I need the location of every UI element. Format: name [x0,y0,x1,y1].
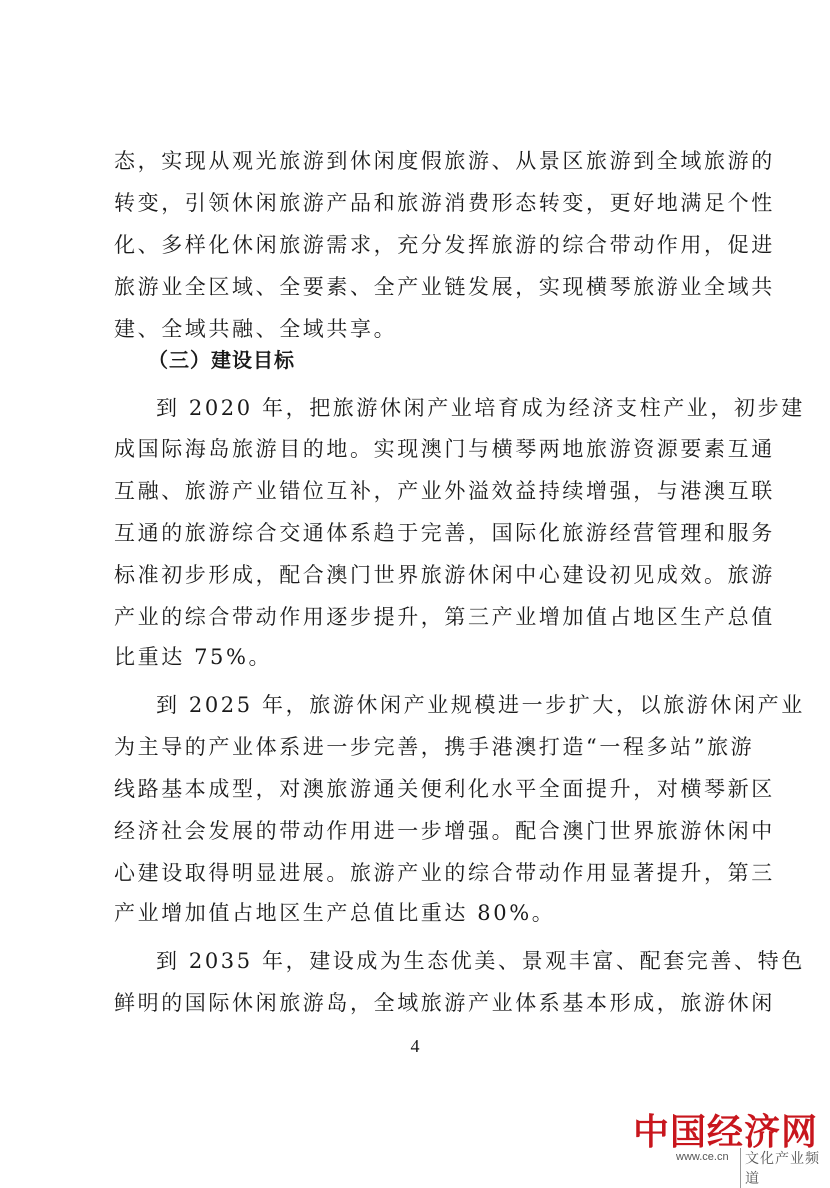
paragraph-line: 心建设取得明显进展。旅游产业的综合带动作用显著提升，第三 [114,861,775,885]
section-heading: （三）建设目标 [148,348,295,372]
paragraph-line: 成国际海岛旅游目的地。实现澳门与横琴两地旅游资源要素互通 [114,437,775,461]
paragraph-line: 到 2020 年，把旅游休闲产业培育成为经济支柱产业，初步建 [156,396,805,420]
paragraph-line: 比重达 75%。 [114,645,273,669]
paragraph-line: 产业增加值占地区生产总值比重达 80%。 [114,901,556,925]
paragraph-line: 为主导的产业体系进一步完善，携手港澳打造“一程多站”旅游 [114,735,755,759]
paragraph-line: 建、全域共融、全域共享。 [114,317,398,341]
paragraph-line: 态，实现从观光旅游到休闲度假旅游、从景区旅游到全域旅游的 [114,149,775,173]
paragraph-line: 鲜明的国际休闲旅游岛，全域旅游产业体系基本形成，旅游休闲 [114,991,775,1015]
paragraph-line: 经济社会发展的带动作用进一步增强。配合澳门世界旅游休闲中 [114,819,775,843]
watermark-channel: 文化产业频道 [740,1148,830,1188]
paragraph-line: 标准初步形成，配合澳门世界旅游休闲中心建设初见成效。旅游 [114,563,775,587]
page-number: 4 [410,1036,420,1056]
paragraph-line: 化、多样化休闲旅游需求，充分发挥旅游的综合带动作用，促进 [114,233,775,257]
paragraph-line: 旅游业全区域、全要素、全产业链发展，实现横琴旅游业全域共 [114,275,775,299]
paragraph-line: 互通的旅游综合交通体系趋于完善，国际化旅游经营管理和服务 [114,521,775,545]
paragraph-line: 到 2025 年，旅游休闲产业规模进一步扩大，以旅游休闲产业 [156,693,805,717]
paragraph-line: 转变，引领休闲旅游产品和旅游消费形态转变，更好地满足个性 [114,191,775,215]
watermark-url: www.ce.cn [676,1151,729,1163]
paragraph-line: 线路基本成型，对澳旅游通关便利化水平全面提升，对横琴新区 [114,777,775,801]
watermark-logo: 中国经济网 [632,1111,818,1153]
paragraph-line: 互融、旅游产业错位互补，产业外溢效益持续增强，与港澳互联 [114,479,775,503]
paragraph-line: 产业的综合带动作用逐步提升，第三产业增加值占地区生产总值 [114,605,775,629]
paragraph-line: 到 2035 年，建设成为生态优美、景观丰富、配套完善、特色 [156,949,805,973]
